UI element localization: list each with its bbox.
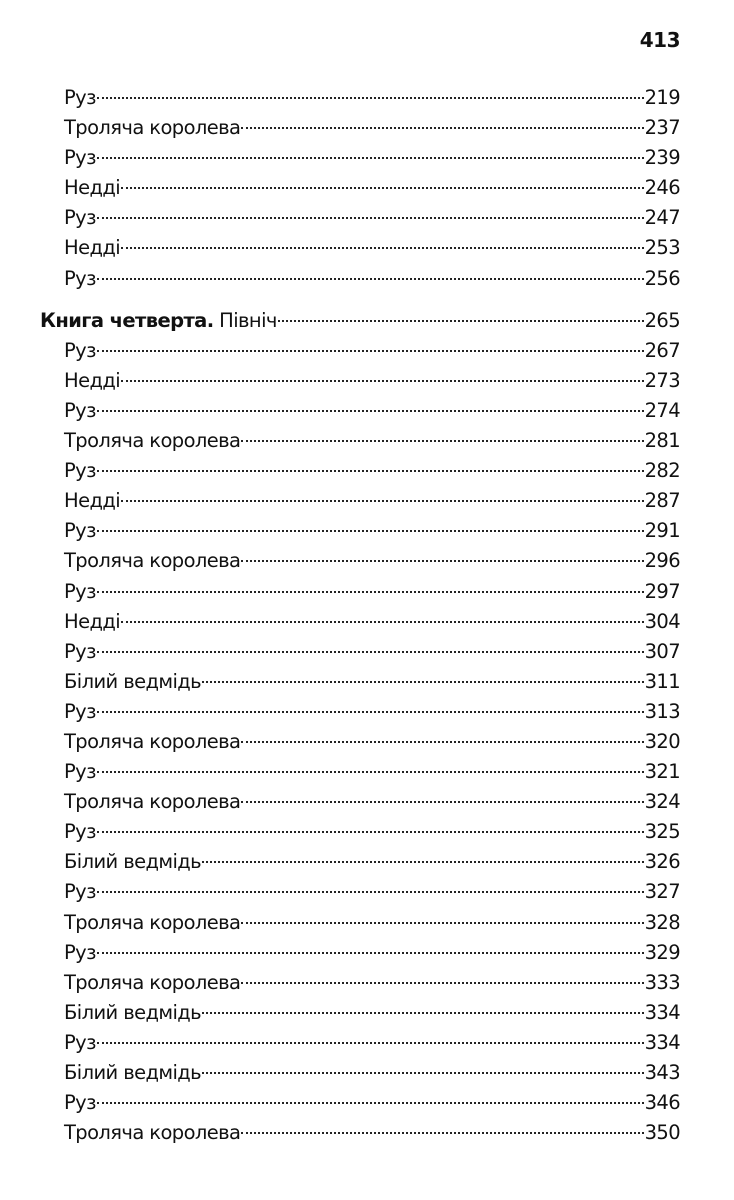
dot-leader [121, 380, 644, 382]
dot-leader [121, 500, 644, 502]
toc-page-number: 313 [644, 699, 680, 723]
dot-leader [97, 97, 644, 99]
toc-entry-title: Троляча королева [64, 429, 241, 453]
dot-leader [97, 350, 644, 352]
toc-chapter-entry [40, 489, 680, 519]
toc-chapter-entry [40, 1061, 680, 1091]
dot-leader [121, 247, 644, 249]
toc-entry-title: Руз [64, 940, 96, 964]
dot-leader [97, 711, 644, 713]
toc-page-number: 265 [644, 308, 680, 332]
toc-entry-title: Руз [64, 639, 96, 663]
dot-leader [241, 560, 643, 562]
toc-entry-title: Руз [64, 338, 96, 362]
toc-chapter-entry [40, 971, 680, 1001]
toc-entry-title: Руз [64, 820, 96, 844]
dot-leader [97, 530, 644, 532]
toc-entry-title: Недді [64, 236, 121, 260]
toc-chapter-entry [40, 369, 680, 399]
toc-page-number: 246 [644, 176, 680, 200]
dot-leader [241, 982, 643, 984]
toc-entry-title: Білий ведмідь [64, 1061, 202, 1084]
dot-leader [202, 1012, 643, 1014]
toc-page-number: 296 [644, 549, 680, 573]
table-of-contents [40, 86, 680, 1151]
toc-entry-title: Руз [64, 699, 96, 723]
toc-page-number: 274 [644, 398, 680, 422]
toc-page-number: 267 [644, 338, 680, 362]
dot-leader [97, 1042, 644, 1044]
dot-leader [241, 440, 643, 442]
toc-page-number: 350 [644, 1121, 680, 1145]
toc-entry-title: Руз [64, 579, 96, 603]
toc-page-number: 237 [644, 116, 680, 140]
toc-page-number: 326 [644, 850, 680, 874]
toc-page-number: 273 [644, 368, 680, 392]
toc-page-number: 219 [644, 86, 680, 109]
toc-chapter-entry [40, 911, 680, 941]
toc-chapter-entry [40, 267, 680, 297]
toc-chapter-entry [40, 850, 680, 880]
toc-page-number: 328 [644, 910, 680, 934]
toc-chapter-entry [40, 1001, 680, 1031]
toc-page-number: 311 [644, 669, 680, 693]
toc-chapter-entry [40, 941, 680, 971]
toc-chapter-entry [40, 519, 680, 549]
toc-entry-title: Недді [64, 176, 121, 200]
dot-leader [241, 127, 643, 129]
dot-leader [202, 681, 643, 683]
toc-entry-title: Білий ведмідь [64, 1000, 202, 1024]
dot-leader [241, 741, 643, 743]
toc-chapter-entry [40, 1091, 680, 1121]
toc-chapter-entry [40, 176, 680, 206]
toc-page-number: 281 [644, 429, 680, 453]
toc-chapter-entry [40, 399, 680, 429]
toc-entry-title: Недді [64, 489, 121, 513]
toc-entry-title: Недді [64, 368, 121, 392]
toc-chapter-entry [40, 640, 680, 670]
dot-leader [97, 1102, 644, 1104]
toc-part-label: Книга четверта. [40, 308, 214, 332]
dot-leader [97, 410, 644, 412]
toc-chapter-entry [40, 760, 680, 790]
dot-leader [97, 157, 644, 159]
toc-page-number: 324 [644, 790, 680, 814]
toc-page-number: 329 [644, 940, 680, 964]
toc-chapter-entry [40, 339, 680, 369]
toc-entry-title: Троляча королева [64, 729, 241, 753]
dot-leader [241, 922, 643, 924]
toc-chapter-entry [40, 700, 680, 730]
toc-entry-title: Руз [64, 146, 96, 170]
dot-leader [97, 470, 644, 472]
toc-entry-title: Руз [64, 1091, 96, 1115]
toc-chapter-entry [40, 1031, 680, 1061]
toc-page-number: 307 [644, 639, 680, 663]
toc-page-number: 239 [644, 146, 680, 170]
dot-leader [202, 1072, 643, 1074]
toc-entry-title: Білий ведмідь [64, 850, 202, 874]
dot-leader [202, 861, 643, 863]
toc-chapter-entry [40, 670, 680, 700]
toc-chapter-entry [40, 790, 680, 820]
dot-leader [97, 278, 644, 280]
dot-leader [97, 831, 644, 833]
toc-entry-title: Руз [64, 206, 96, 230]
toc-entry-title: Троляча королева [64, 549, 241, 573]
dot-leader [97, 771, 644, 773]
toc-page-number: 282 [644, 459, 680, 483]
dot-leader [121, 187, 644, 189]
toc-page-number: 346 [644, 1091, 680, 1115]
toc-chapter-entry [40, 1121, 680, 1151]
dot-leader [97, 591, 644, 593]
toc-page-number: 343 [644, 1061, 680, 1084]
toc-page-number: 327 [644, 880, 680, 904]
toc-entry-title: Руз [64, 86, 96, 109]
toc-entry-title: Руз [64, 880, 96, 904]
toc-chapter-entry [40, 236, 680, 266]
toc-page-number: 321 [644, 760, 680, 784]
toc-entry-title: Руз [64, 760, 96, 784]
toc-chapter-entry [40, 580, 680, 610]
toc-chapter-entry [40, 146, 680, 176]
toc-chapter-entry [40, 206, 680, 236]
toc-entry-title: Білий ведмідь [64, 669, 202, 693]
toc-page-number: 253 [644, 236, 680, 260]
dot-leader [97, 891, 644, 893]
dot-leader [241, 801, 643, 803]
toc-entry-title: Руз [64, 266, 96, 290]
toc-entry-title: Руз [64, 398, 96, 422]
dot-leader [97, 952, 644, 954]
toc-chapter-entry [40, 86, 680, 116]
toc-entry-title: Руз [64, 459, 96, 483]
toc-entry-title: Руз [64, 1030, 96, 1054]
toc-page-number: 325 [644, 820, 680, 844]
toc-page-number: 333 [644, 970, 680, 994]
toc-entry-title: Троляча королева [64, 790, 241, 814]
toc-chapter-entry [40, 880, 680, 910]
dot-leader [241, 1132, 643, 1134]
toc-part-title: Північ [219, 308, 277, 332]
toc-page-number: 334 [644, 1000, 680, 1024]
toc-page-number: 247 [644, 206, 680, 230]
toc-chapter-entry [40, 459, 680, 489]
dot-leader [97, 651, 644, 653]
toc-entry-title: Руз [64, 519, 96, 543]
toc-page-number: 291 [644, 519, 680, 543]
toc-chapter-entry [40, 730, 680, 760]
dot-leader [121, 621, 644, 623]
toc-page-number: 297 [644, 579, 680, 603]
toc-entry-title: Троляча королева [64, 116, 241, 140]
toc-entry-title: Троляча королева [64, 1121, 241, 1145]
toc-entry-title: Троляча королева [64, 970, 241, 994]
dot-leader [97, 217, 644, 219]
toc-page-number: 304 [644, 609, 680, 633]
toc-entry-title [40, 309, 277, 332]
toc-chapter-entry [40, 116, 680, 146]
toc-chapter-entry [40, 549, 680, 579]
toc-entry-title: Троляча королева [64, 910, 241, 934]
toc-page-number: 320 [644, 729, 680, 753]
toc-part-entry [40, 309, 680, 339]
toc-entry-title: Недді [64, 609, 121, 633]
toc-page-number: 256 [644, 266, 680, 290]
toc-chapter-entry [40, 820, 680, 850]
page-number: 413 [639, 28, 680, 52]
toc-page-number: 287 [644, 489, 680, 513]
dot-leader [278, 320, 644, 322]
toc-chapter-entry [40, 429, 680, 459]
toc-chapter-entry [40, 610, 680, 640]
toc-page-number: 334 [644, 1030, 680, 1054]
